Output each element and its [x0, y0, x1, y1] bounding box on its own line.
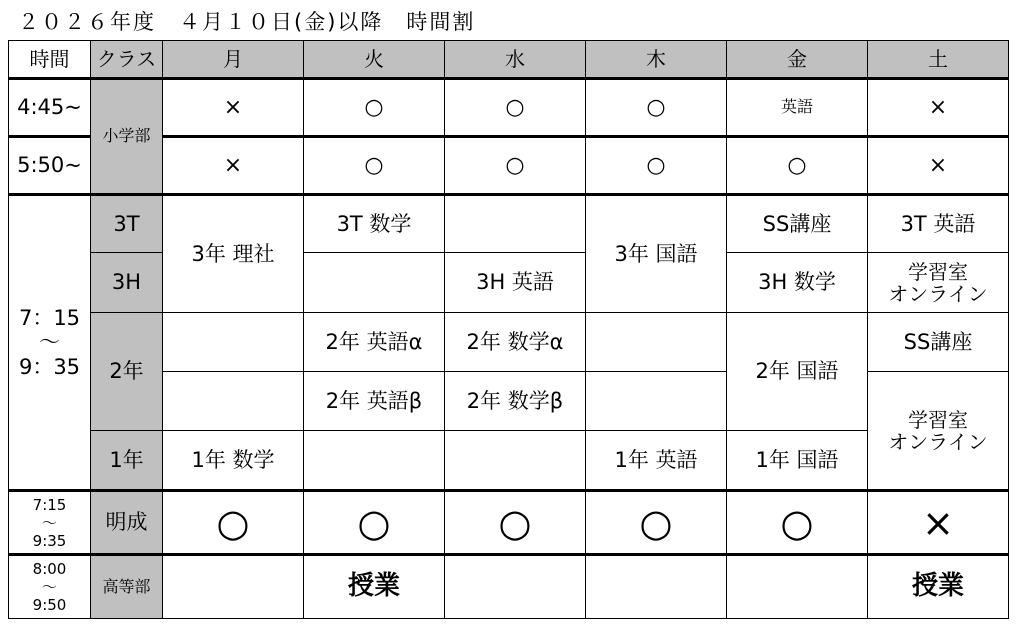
header-day-tue: 火 [304, 41, 445, 79]
junior-row-1 [9, 431, 1009, 491]
cell-tue-3h [304, 253, 445, 313]
cell-meisei-tue: ○ [304, 491, 445, 555]
cell-elem2-tue: ○ [304, 137, 445, 195]
cell-elem2-fri: ○ [727, 137, 868, 195]
header-class: クラス [91, 41, 163, 79]
cell-thu-3: 3年 国語 [586, 195, 727, 313]
timetable [8, 40, 1009, 619]
cell-mon-1: 1年 数学 [163, 431, 304, 491]
cell-high-mon [163, 555, 304, 619]
cell-sat-3t: 3T 英語 [868, 195, 1009, 253]
junior-row-2a [9, 313, 1009, 372]
cell-sat-rest: 学習室 オンライン [868, 372, 1009, 491]
time-cell: 4:45~ [9, 79, 91, 137]
cell-elem1-mon: × [163, 79, 304, 137]
time-cell-meisei: 7:15 ～ 9:35 [9, 491, 91, 555]
cell-high-thu [586, 555, 727, 619]
header-row [9, 41, 1009, 79]
cell-elem2-mon: × [163, 137, 304, 195]
cell-fri-3h: 3H 数学 [727, 253, 868, 313]
class-label-3t: 3T [91, 195, 163, 253]
class-label-elementary: 小学部 [91, 79, 163, 195]
cell-elem1-wed: ○ [445, 79, 586, 137]
cell-wed-3h: 3H 英語 [445, 253, 586, 313]
header-day-thu: 木 [586, 41, 727, 79]
cell-meisei-thu: ○ [586, 491, 727, 555]
class-label-high: 高等部 [91, 555, 163, 619]
cell-sat-2a: SS講座 [868, 313, 1009, 372]
cell-elem1-sat: × [868, 79, 1009, 137]
class-label-2: 2年 [91, 313, 163, 431]
cell-elem2-thu: ○ [586, 137, 727, 195]
cell-thu-2a [586, 313, 727, 372]
cell-wed-2a: 2年 数学α [445, 313, 586, 372]
cell-high-sat: 授業 [868, 555, 1009, 619]
cell-sat-3h: 学習室 オンライン [868, 253, 1009, 313]
cell-meisei-sat: × [868, 491, 1009, 555]
cell-fri-1: 1年 国語 [727, 431, 868, 491]
cell-elem1-thu: ○ [586, 79, 727, 137]
cell-meisei-fri: ○ [727, 491, 868, 555]
time-cell-high: 8:00 ～ 9:50 [9, 555, 91, 619]
cell-tue-2a: 2年 英語α [304, 313, 445, 372]
header-time: 時間 [9, 41, 91, 79]
cell-wed-1 [445, 431, 586, 491]
junior-row-3h [9, 253, 1009, 313]
cell-elem2-sat: × [868, 137, 1009, 195]
cell-fri-2: 2年 国語 [727, 313, 868, 431]
junior-row-3t [9, 195, 1009, 253]
cell-high-tue: 授業 [304, 555, 445, 619]
time-cell-junior: 7：15 ～ 9：35 [9, 195, 91, 491]
cell-mon-2b [163, 372, 304, 431]
class-label-3h: 3H [91, 253, 163, 313]
cell-high-wed [445, 555, 586, 619]
high-row [9, 555, 1009, 619]
cell-meisei-wed: ○ [445, 491, 586, 555]
header-day-wed: 水 [445, 41, 586, 79]
page-title: ２０２６年度 ４月１０日(金)以降 時間割 [18, 10, 476, 34]
cell-wed-3t [445, 195, 586, 253]
cell-tue-2b: 2年 英語β [304, 372, 445, 431]
cell-mon-2a [163, 313, 304, 372]
cell-mon-3: 3年 理社 [163, 195, 304, 313]
cell-tue-3t: 3T 数学 [304, 195, 445, 253]
meisei-row [9, 491, 1009, 555]
time-cell: 5:50~ [9, 137, 91, 195]
header-day-sat: 土 [868, 41, 1009, 79]
header-day-mon: 月 [163, 41, 304, 79]
cell-thu-2b [586, 372, 727, 431]
cell-elem2-wed: ○ [445, 137, 586, 195]
class-label-1: 1年 [91, 431, 163, 491]
cell-elem1-fri: 英語 [727, 79, 868, 137]
cell-fri-3t: SS講座 [727, 195, 868, 253]
cell-wed-2b: 2年 数学β [445, 372, 586, 431]
cell-elem1-tue: ○ [304, 79, 445, 137]
cell-tue-1 [304, 431, 445, 491]
elementary-row-1 [9, 79, 1009, 137]
cell-thu-1: 1年 英語 [586, 431, 727, 491]
header-day-fri: 金 [727, 41, 868, 79]
cell-high-fri [727, 555, 868, 619]
cell-meisei-mon: ○ [163, 491, 304, 555]
class-label-meisei: 明成 [91, 491, 163, 555]
